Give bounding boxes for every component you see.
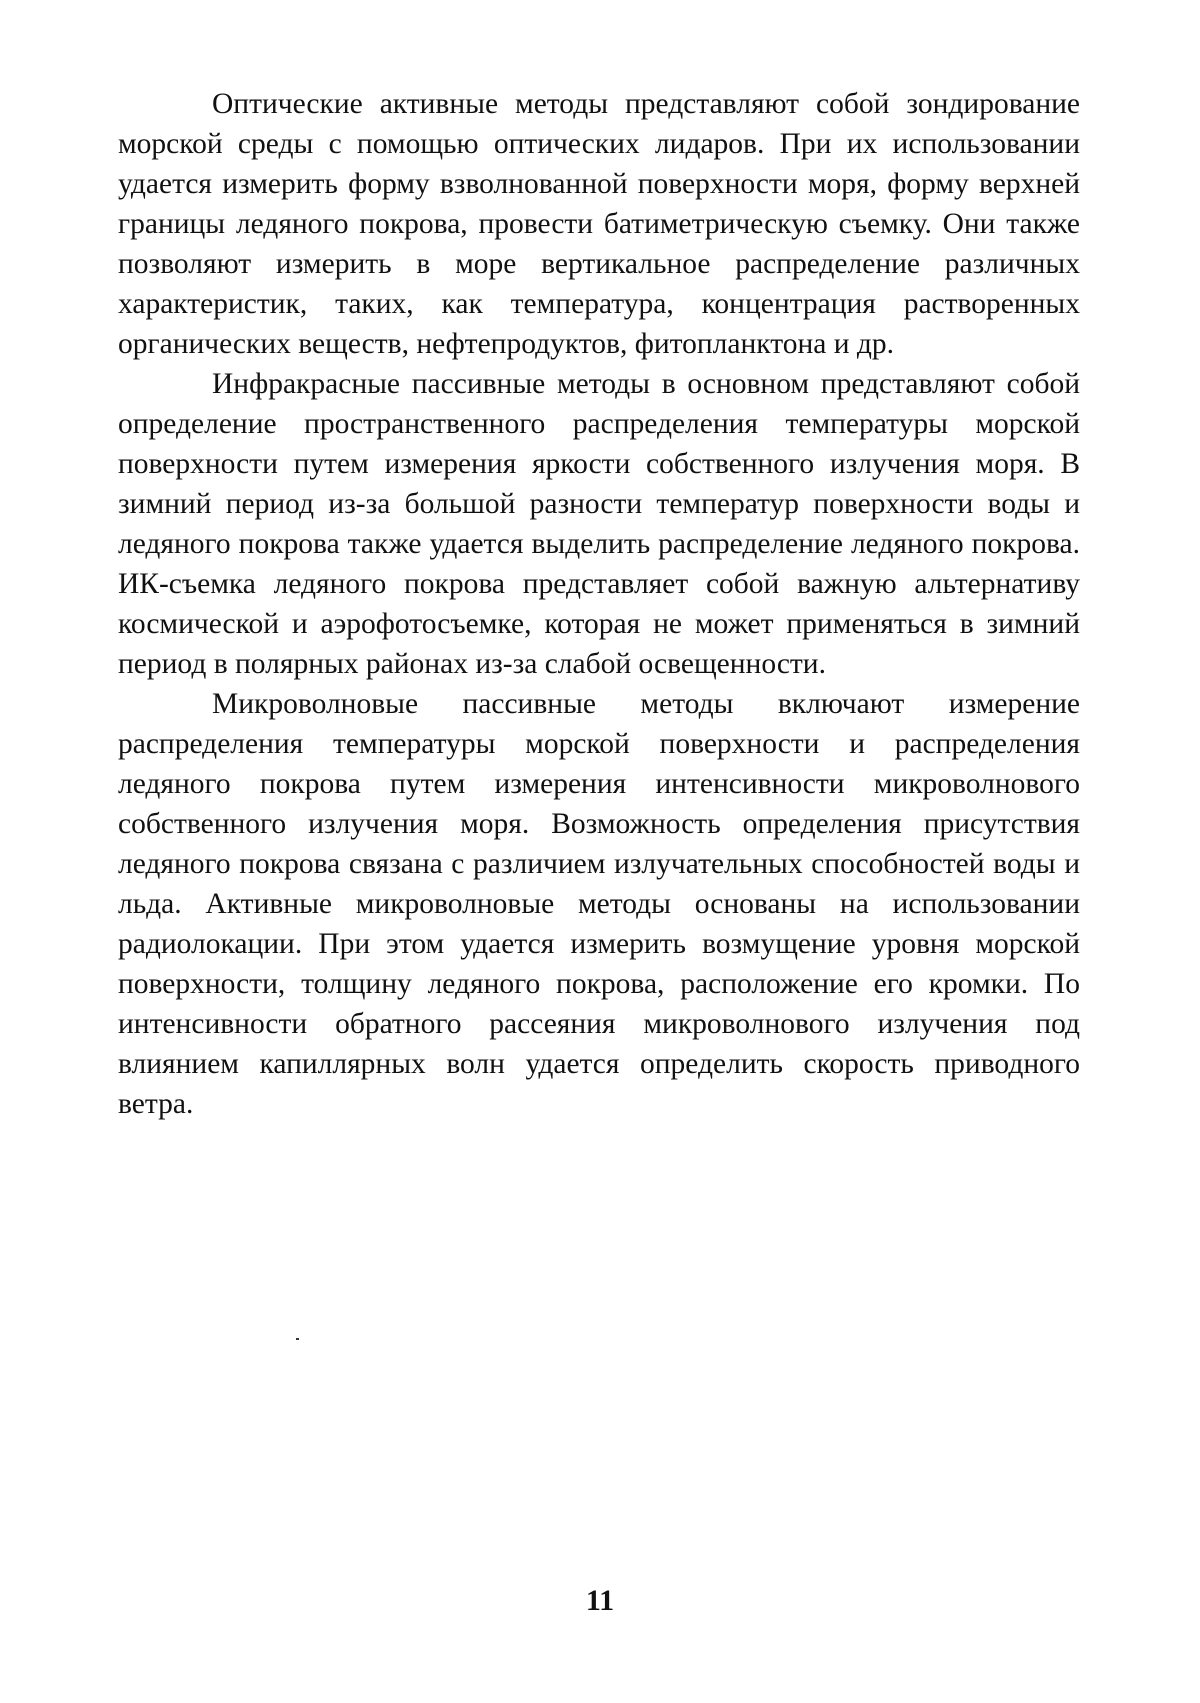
- paragraph-optical-active-methods: Оптические активные методы представляют собой зондирование морской среды с помощью оптических лидаров. При их использовании удается измерить форму взволнованной поверхности моря, форму верхней границы ледяного покрова, провести батиметрическую съемку. Они также позволяют измерить в море вертикальное распределение различных характеристик, таких, как температура, концентрация растворенных органических веществ, нефтепродуктов, фитопланктона и др.: [118, 84, 1080, 364]
- document-page: [0, 0, 1200, 1703]
- scan-speck: [296, 1338, 299, 1340]
- paragraph-microwave-methods: Микроволновые пассивные методы включают измерение распределения температуры морской поверхности и распределения ледяного покрова путем измерения интенсивности микроволнового собственного излучения моря. Возможность определения присутствия ледяного покрова связана с различием излучательных способностей воды и льда. Активные микроволновые методы основаны на использовании радиолокации. При этом удается измерить возмущение уровня морской поверхности, толщину ледяного покрова, расположение его кромки. По интенсивности обратного рассеяния микроволнового излучения под влиянием капиллярных волн удается определить скорость приводного ветра.: [118, 684, 1080, 1124]
- paragraph-infrared-passive-methods: Инфракрасные пассивные методы в основном представляют собой определение пространственного распределения температуры морской поверхности путем измерения яркости собственного излучения моря. В зимний период из-за большой разности температур поверхности воды и ледяного покрова также удается выделить распределение ледяного покрова. ИК-съемка ледяного покрова представляет собой важную альтернативу космической и аэрофотосъемке, которая не может применяться в зимний период в полярных районах из-за слабой освещенности.: [118, 364, 1080, 684]
- body-text: [118, 84, 1080, 1124]
- page-number: 11: [0, 1584, 1200, 1618]
